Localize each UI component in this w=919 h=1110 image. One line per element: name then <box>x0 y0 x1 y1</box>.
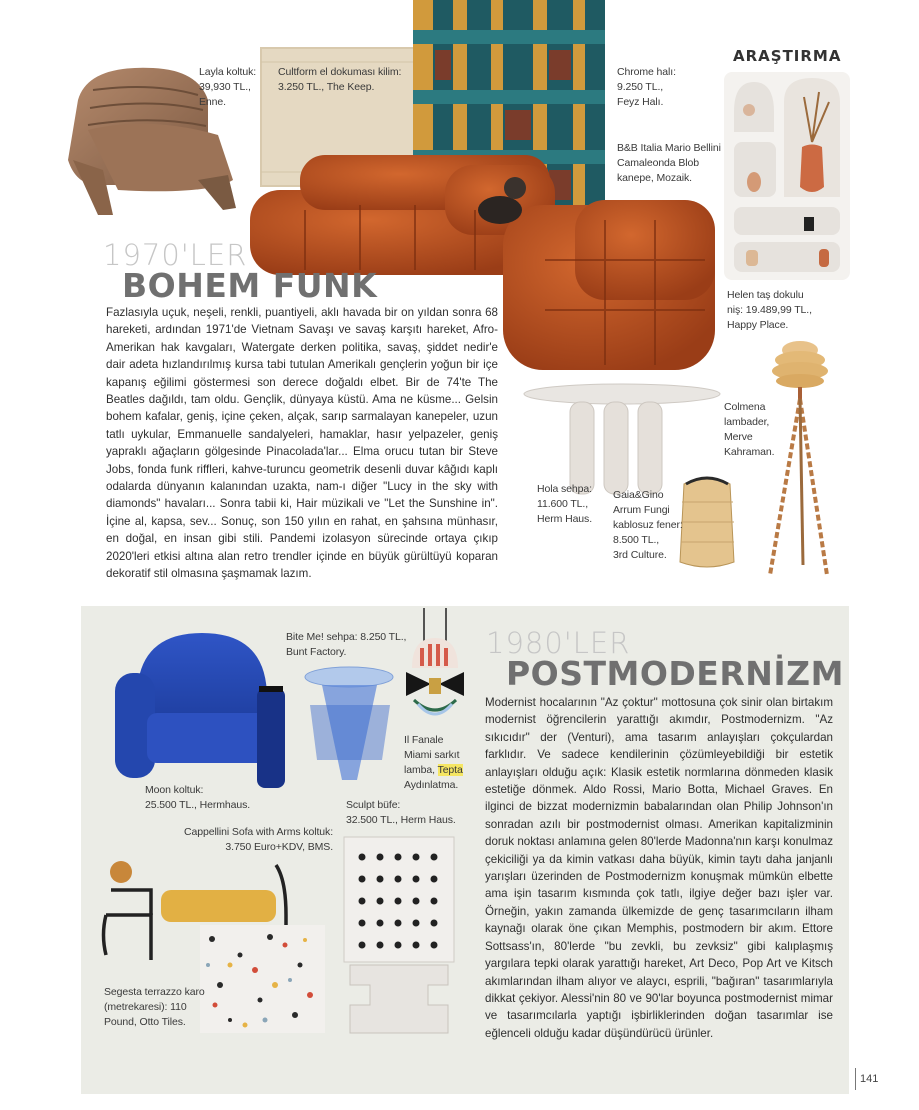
caption-il-fanale-end: Aydınlatma. <box>404 779 459 791</box>
caption-il-fanale-main: Il Fanale Miami sarkıt lamba, <box>404 734 460 776</box>
moon-armchair-image <box>107 628 292 790</box>
caption-il-fanale-brand: Tepta <box>437 764 463 776</box>
bite-me-table-image <box>302 665 397 785</box>
caption-segesta: Segesta terrazzo karo (metrekaresi): 110 Pound, Otto Tiles. <box>104 986 205 1028</box>
era-label-1970s: 1970'LER <box>103 238 248 272</box>
section-title-postmodernizm: POSTMODERNİZM <box>506 654 844 693</box>
caption-sculpt: Sculpt büfe: 32.500 TL., Herm Haus. <box>346 799 456 826</box>
gaia-lantern-image <box>676 472 738 572</box>
caption-layla: Layla koltuk: 39,930 TL., Enne. <box>199 66 257 108</box>
colmena-lamp-image <box>765 335 835 580</box>
sculpt-sideboard-image <box>340 835 458 1035</box>
caption-moon: Moon koltuk: 25.500 TL., Hermhaus. <box>145 784 251 811</box>
caption-chrome: Chrome halı: 9.250 TL., Feyz Halı. <box>617 66 676 108</box>
il-fanale-lamp-image <box>402 608 468 726</box>
section2-body: Modernist hocalarının "Az çoktur" mottosuna çok sinir olan birtakım modernist öğrencilerin yarattığı akımdır, Postmodernizm. "Az sıkıcıdır" der (Venturi), ama tasarım anlayışları çokçulardan farklıdır. Ve sadece kendilerinin çözümleyebildiği bir estetik anlayışları olduğu açık: Klasik estetik normlarına dönmeden klasik estetiğe dönmek. Aldo Rossi, Mario Botta, Michael Graves. En ilginci de bizzat modernizmin babalarından olan Philip Johnson'ın sonradan azılı bir postmodernist olması. Amerikan kapitalizminin doruk noktası anlamına gelen 80'lerde Madonna'nın karşı konulmaz çekiciliği ya da kimin vatkası daha büyük, kimin taytı daha janjanlı yarışları üzerinden de Postmodernizm konuşmak mümkün elbette ama işin tasarım kısmında çok tatlı, ilgiye değer bazı işler var. Örneğin, yakın zamanda ülkemizde de genç tasarımcıların ilham kaynağı olarak öne çıkan Memphis, postmodern bir akım. Ettore Sottsass'ın, 80'lerde "bu zevkli, bu zevksiz" gibi kalıplaşmış yargılara tepki olarak yarattığı hareket, Art Deco, Pop Art ve Kitsch akımlarından ilham alıyor ve alaycı, esprili, "bağıran" tasarımlarıyla dikkat çekiyor. Alessi'nin 80 ve 90'lar boyunca postmodernist mimar ve tasarımcılarla yaptığı işbirliklerinden doğan tasarımlar ise eğlenceli olduğu kadar düşündürücü ürünler. <box>485 696 833 1040</box>
section1-body: Fazlasıyla uçuk, neşeli, renkli, puantiyeli, aklı havada bir on yıldan sonra 68 hareketi, ardından 1971'de Vietnam Savaşı ve savaş karşıtı hareket, Afro-Amerikan hak kavgaları, Watergate derken politika, savaş, şiddet nedir'e dair adeta hızlandırılmış kursa tabi tutulan Amerikalı gençlerin yoğun bir içe kapanış eğilimi göstermesi son derece doğaldı elbet. Bir de 74'te The Beatles dağıldı, tam oldu. Gençlik, dünyaya küstü. Ama ne küsme... Gelsin bohem kafalar, geniş, içine çeken, alçak, sarıp sarmalayan kanepeler, uzun tatlı uykular, Emmanuelle sandalyeleri, hamaklar, hasır yelpazeler, geniş yapraklı ağaçların gölgesinde Pinacolada'lar... Elma orucu tutan bir Steve Jobs, fonda funk riffleri, kahve-turuncu geometrik desenli duvar kâğıdı kaplı odalarda dünyanın kalanından uzakta, nam-ı diğer "Lucy in the sky with diamonds" havaları... Sonra tabii ki, Hair müzikali ve "Let the Sunshine in". İçine al, kapsa, sev... Sonuç, son 150 yılın en rahat, en şahsına münhasır, en doğal, en insan gibi stili. Pandemi izolasyon sürecinde ortaya çıkıp 2020'leri etkisi altına alan retro trendler içinde en büyük gürültüyü koparan dekoratif stil olmasına şaşmamak lazım. <box>106 306 498 581</box>
caption-cappellini: Cappellini Sofa with Arms koltuk: 3.750 Euro+KDV, BMS. <box>184 826 334 853</box>
segesta-terrazzo-image <box>200 925 325 1033</box>
era-label-1980s: 1980'LER <box>486 626 631 660</box>
section-tag: ARAŞTIRMA <box>733 47 842 65</box>
caption-gaia: Gaia&Gino Arrum Fungi kablosuz fener: 8.500 TL., 3rd Culture. <box>613 489 683 561</box>
caption-cultform: Cultform el dokuması kilim: 3.250 TL., The Keep. <box>278 66 402 93</box>
caption-bite-me: Bite Me! sehpa: 8.250 TL., Bunt Factory. <box>286 631 407 658</box>
caption-colmena: Colmena lambader, Merve Kahraman. <box>724 401 775 458</box>
helen-niche-image <box>724 72 850 280</box>
caption-bb-italia: B&B Italia Mario Bellini Camaleonda Blob kanepe, Mozaik. <box>617 142 721 184</box>
caption-hola: Hola sehpa: 11.600 TL., Herm Haus. <box>537 483 593 525</box>
caption-il-fanale <box>404 733 463 793</box>
caption-helen: Helen taş dokulu niş: 19.489,99 TL., Happy Place. <box>727 289 812 331</box>
page-number: 141 <box>855 1068 878 1090</box>
section-title-bohem-funk: BOHEM FUNK <box>122 266 378 305</box>
